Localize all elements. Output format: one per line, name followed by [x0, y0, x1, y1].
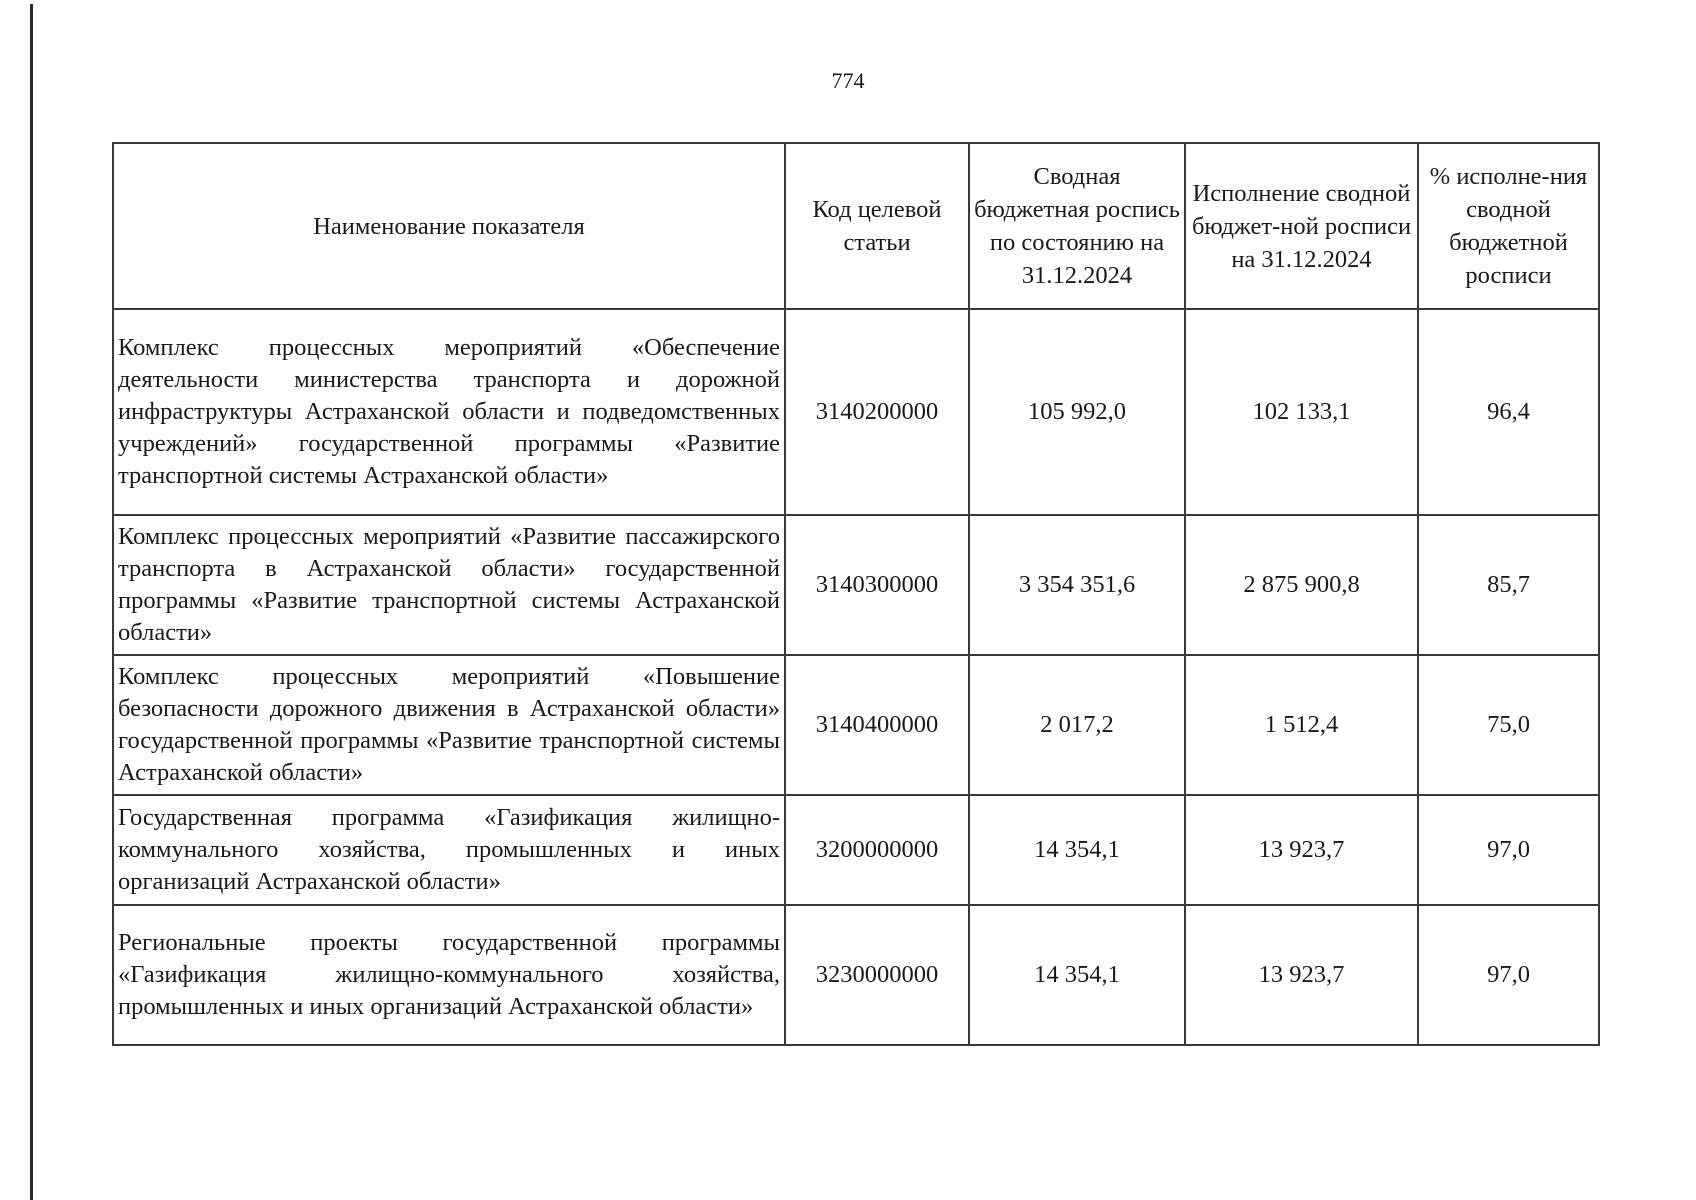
row-execution-percent: 97,0 [1418, 795, 1599, 905]
row-execution-percent: 96,4 [1418, 309, 1599, 515]
row-indicator-name: Комплекс процессных мероприятий «Повышение безопасности дорожного движения в Астраханской области» государственной программы «Развитие транспортной системы Астраханской области» [113, 655, 785, 795]
table-row [113, 655, 1599, 795]
table-row [113, 905, 1599, 1045]
row-target-code: 3200000000 [785, 795, 969, 905]
table-row [113, 515, 1599, 655]
row-budget-execution: 2 875 900,8 [1185, 515, 1418, 655]
row-budget-plan: 2 017,2 [969, 655, 1185, 795]
header-target-code: Код целевой статьи [785, 143, 969, 309]
row-execution-percent: 85,7 [1418, 515, 1599, 655]
header-budget-execution: Исполнение сводной бюджет-ной росписи на 31.12.2024 [1185, 143, 1418, 309]
scan-edge-line [30, 4, 33, 1200]
header-execution-percent: % исполне-ния сводной бюджетной росписи [1418, 143, 1599, 309]
row-execution-percent: 97,0 [1418, 905, 1599, 1045]
page-number: 774 [831, 68, 865, 93]
row-indicator-name: Государственная программа «Газификация жилищно-коммунального хозяйства, промышленных и иных организаций Астраханской области» [113, 795, 785, 905]
row-budget-execution: 13 923,7 [1185, 905, 1418, 1045]
row-budget-plan: 14 354,1 [969, 795, 1185, 905]
row-budget-execution: 1 512,4 [1185, 655, 1418, 795]
row-budget-plan: 14 354,1 [969, 905, 1185, 1045]
header-indicator-name: Наименование показателя [113, 143, 785, 309]
row-budget-execution: 102 133,1 [1185, 309, 1418, 515]
row-budget-plan: 3 354 351,6 [969, 515, 1185, 655]
row-target-code: 3140200000 [785, 309, 969, 515]
row-indicator-name: Региональные проекты государственной программы «Газификация жилищно-коммунального хозяйства, промышленных и иных организаций Астраханской области» [113, 905, 785, 1045]
header-budget-plan: Сводная бюджетная роспись по состоянию на 31.12.2024 [969, 143, 1185, 309]
table-row [113, 795, 1599, 905]
row-indicator-name: Комплекс процессных мероприятий «Обеспечение деятельности министерства транспорта и дорожной инфраструктуры Астраханской области и подведомственных учреждений» государственной программы «Развитие транспортной системы Астраханской области» [113, 309, 785, 515]
row-budget-execution: 13 923,7 [1185, 795, 1418, 905]
row-target-code: 3140300000 [785, 515, 969, 655]
row-target-code: 3140400000 [785, 655, 969, 795]
row-target-code: 3230000000 [785, 905, 969, 1045]
table-row [113, 309, 1599, 515]
row-execution-percent: 75,0 [1418, 655, 1599, 795]
row-indicator-name: Комплекс процессных мероприятий «Развитие пассажирского транспорта в Астраханской области» государственной программы «Развитие транспортной системы Астраханской области» [113, 515, 785, 655]
budget-execution-table [112, 142, 1600, 1046]
table-header-row [113, 143, 1599, 309]
row-budget-plan: 105 992,0 [969, 309, 1185, 515]
